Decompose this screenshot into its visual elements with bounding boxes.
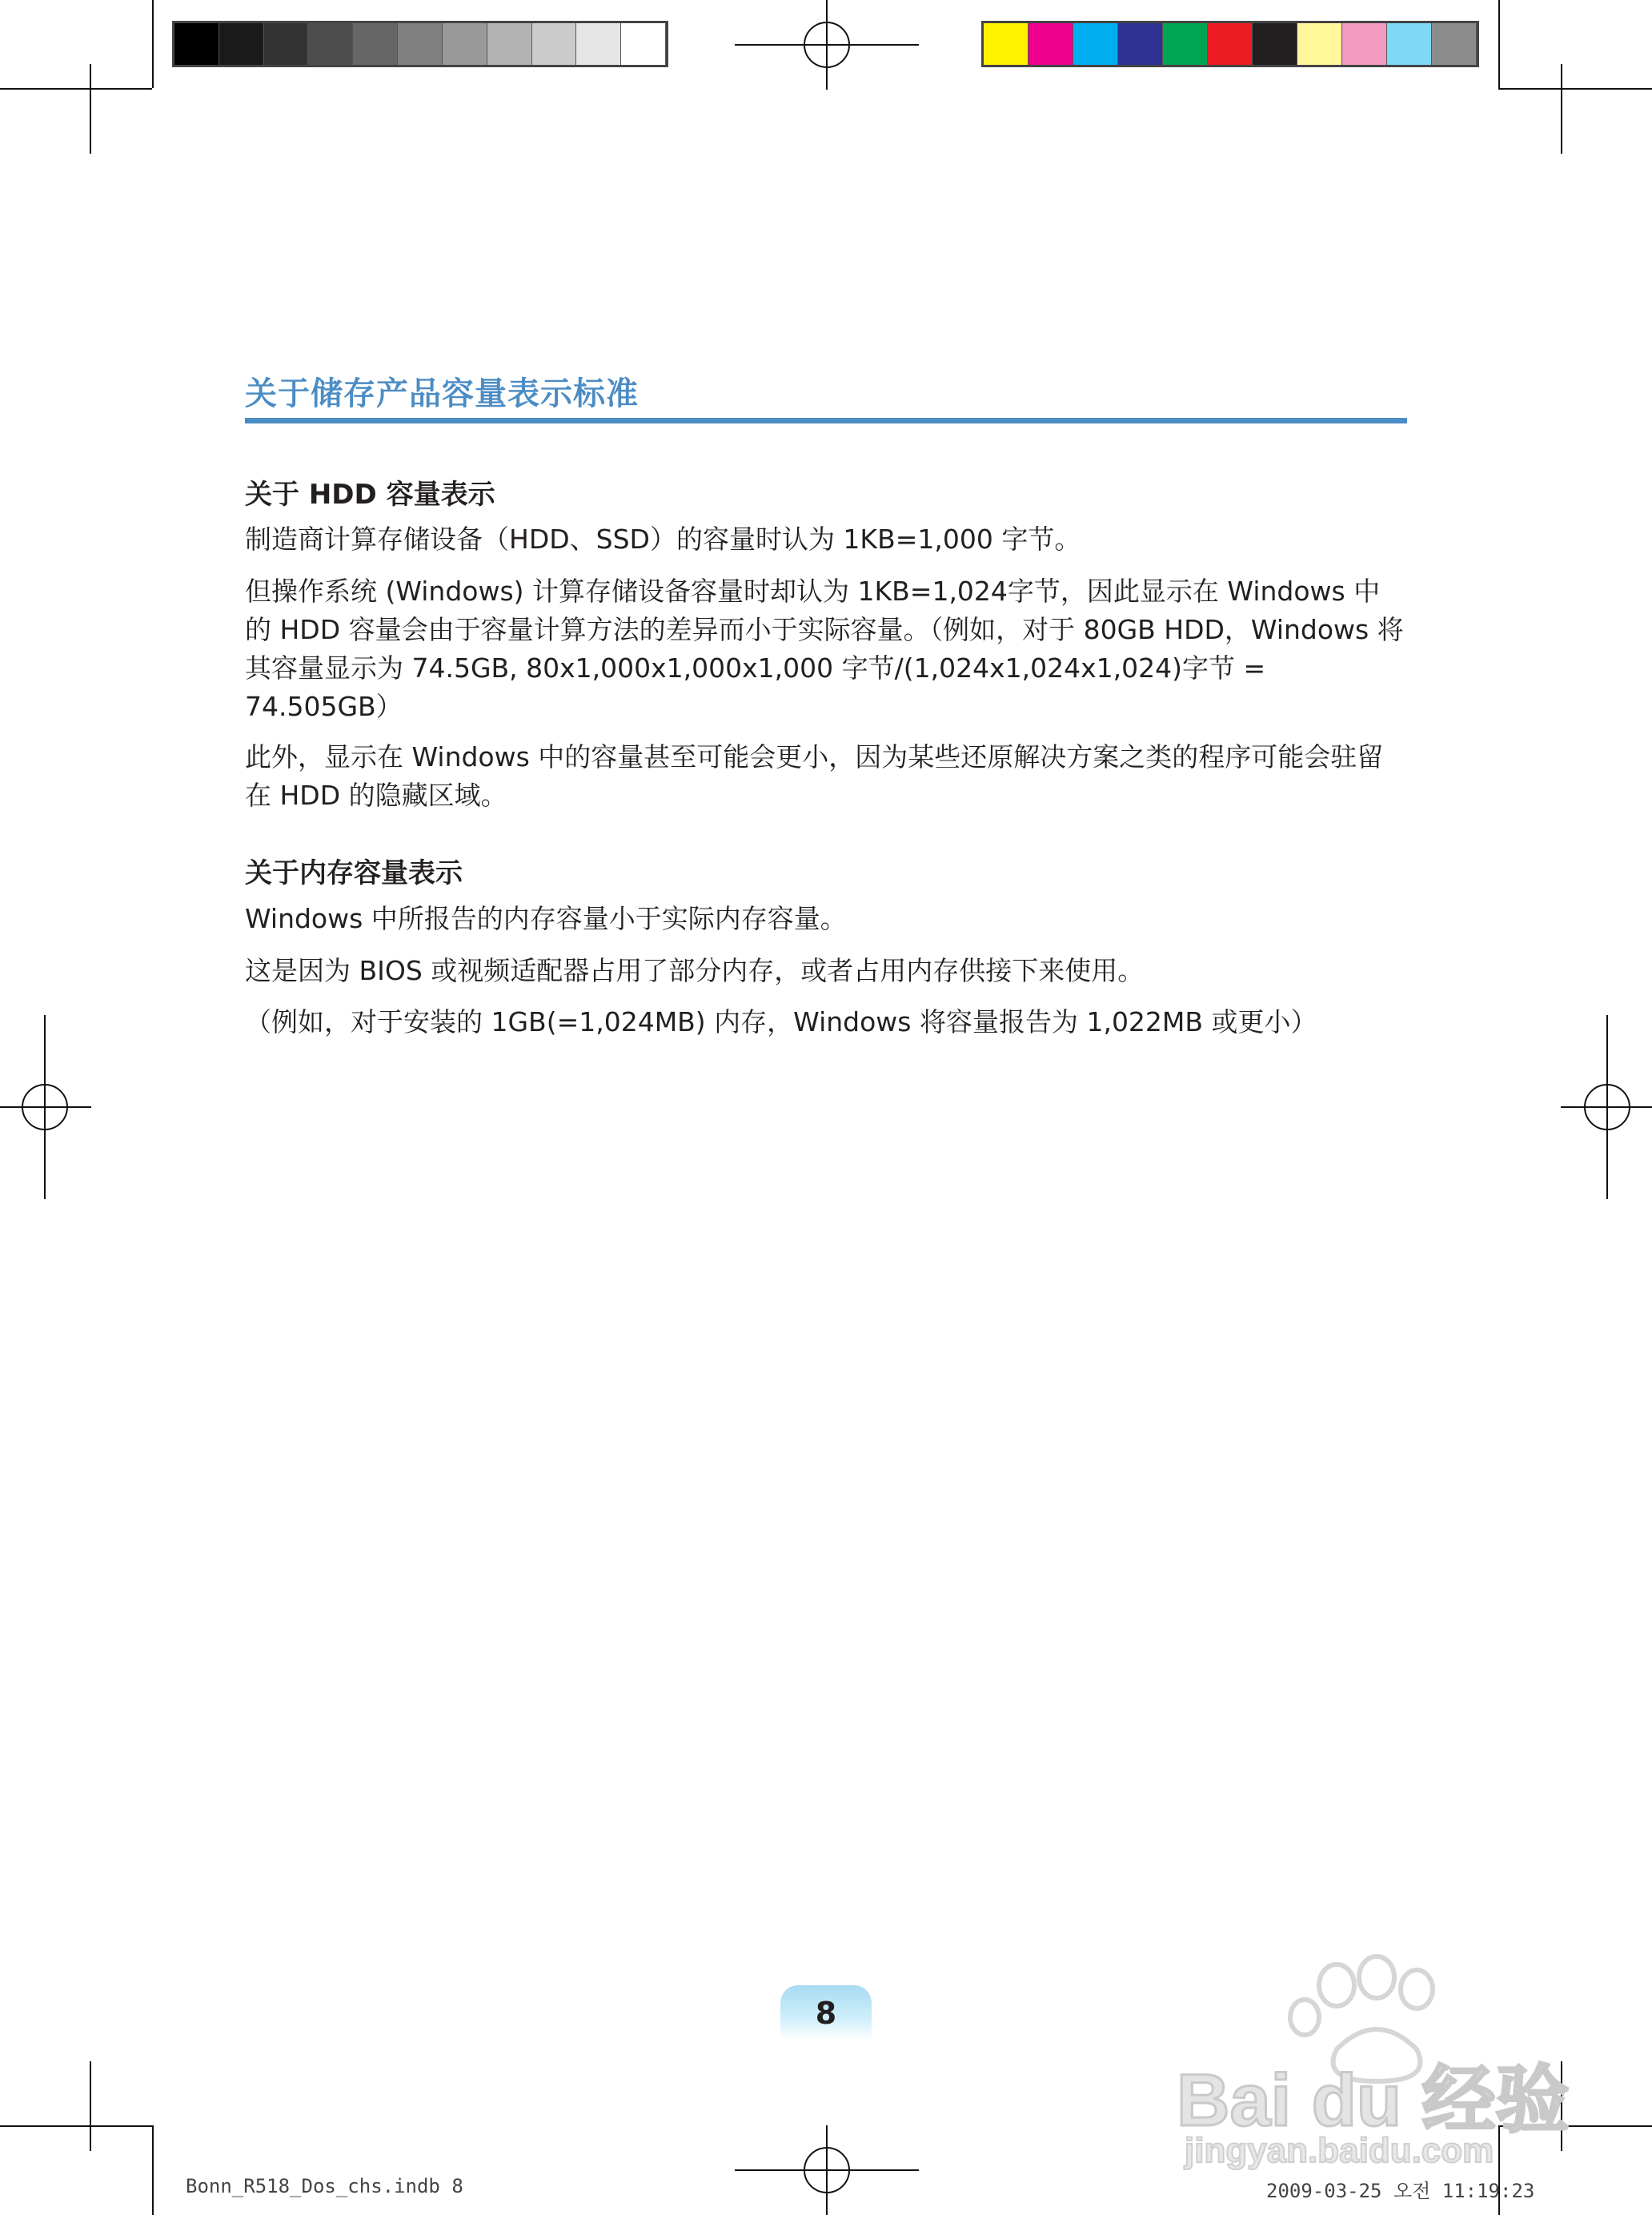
color-swatch [1073,23,1118,65]
baidu-watermark [1177,1953,1570,2177]
color-swatch [308,23,353,65]
footer-filename: Bonn_R518_Dos_chs.indb 8 [186,2175,463,2197]
crop-mark [90,64,91,154]
color-swatch [1028,23,1073,65]
color-swatch [1118,23,1163,65]
crop-mark [1561,64,1562,154]
color-swatch [1297,23,1342,65]
crop-mark [0,2125,152,2127]
section-heading-memory: 关于内存容量表示 [245,857,463,889]
paragraph: （例如，对于安装的 1GB(=1,024MB) 内存，Windows 将容量报告为 1,022MB 或更小） [245,1006,1317,1037]
paragraph: Windows 中所报告的内存容量小于实际内存容量。 [245,903,847,934]
page-title: 关于储存产品容量表示标准 [245,375,639,412]
color-swatch [174,23,219,65]
color-swatch [443,23,487,65]
color-swatch [1342,23,1387,65]
crop-mark [90,2061,91,2151]
color-swatch [264,23,309,65]
color-swatch [353,23,398,65]
color-swatch [1208,23,1253,65]
footer-timestamp: 2009-03-25 오전 11:19:23 [1266,2180,1535,2202]
color-swatch [984,23,1028,65]
crop-mark [0,88,152,90]
section-heading-hdd: 关于 HDD 容量表示 [245,479,495,511]
color-swatch [219,23,264,65]
page-number: 8 [780,1985,872,2040]
paragraph: 此外，显示在 Windows 中的容量甚至可能会更小，因为某些还原解决方案之类的程序可能会驻留在 HDD 的隐藏区域。 [245,741,1384,811]
title-underline [245,418,1407,423]
crop-mark [152,0,154,88]
paragraph: 这是因为 BIOS 或视频适配器占用了部分内存，或者占用内存供接下来使用。 [245,955,1145,986]
color-swatch [1432,23,1477,65]
color-calibration-bar [981,21,1479,67]
color-swatch [621,23,666,65]
color-swatch [487,23,532,65]
registration-mark-right [1561,1015,1652,1199]
crop-mark [1498,88,1652,90]
color-swatch [1253,23,1297,65]
registration-mark-top [735,0,919,90]
paragraph: 制造商计算存储设备（HDD、SSD）的容量时认为 1KB=1,000 字节。 [245,524,1081,555]
color-swatch [398,23,443,65]
crop-mark [152,2125,154,2215]
gray-calibration-bar [172,21,668,67]
color-swatch [532,23,577,65]
color-swatch [1387,23,1432,65]
registration-mark-bottom [735,2125,919,2215]
watermark-url: jingyan.baidu.com [1185,2131,1494,2170]
color-swatch [1163,23,1208,65]
paragraph: 但操作系统 (Windows) 计算存储设备容量时却认为 1KB=1,024字节，因此显示在 Windows 中的 HDD 容量会由于容量计算方法的差异而小于实际容量。（例如，对于 80GB HDD，Windows 将其容量显示为 74.5GB, 80x1,000x1,000x1,000 字节/(1,024x1,024x1,024)字节 = 74.505GB） [245,576,1404,722]
crop-mark [1498,0,1500,88]
registration-mark-left [0,1015,91,1199]
watermark-brand: Bai du 经验 [1177,2060,1570,2141]
color-swatch [576,23,621,65]
